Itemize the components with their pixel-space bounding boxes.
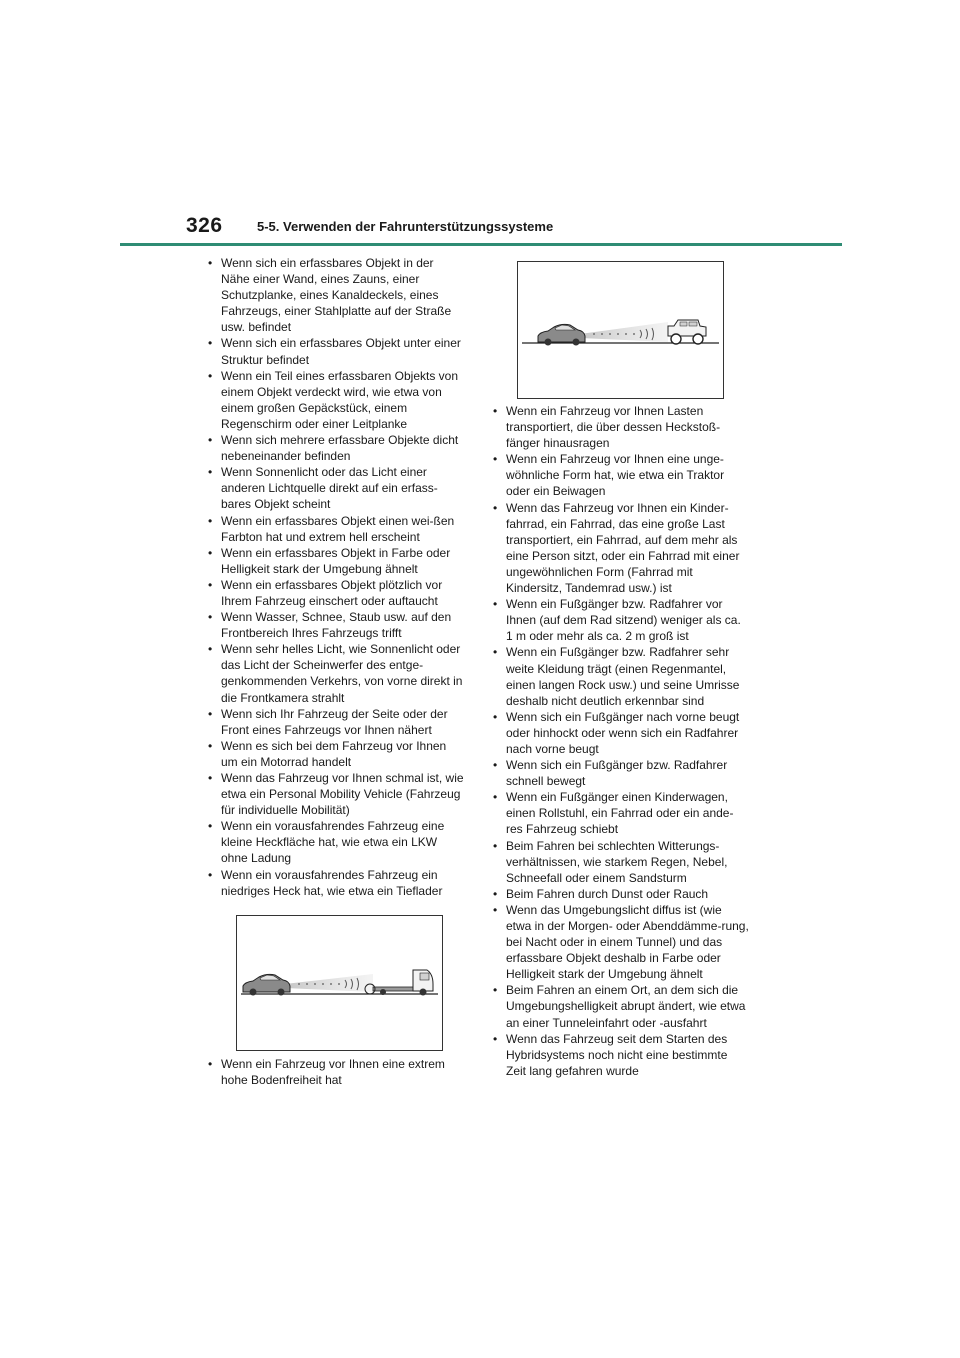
- list-item: • Wenn sehr helles Licht, wie Sonnenlicht oder das Licht der Scheinwerfer des entge-genkommenden Verkehrs, von vorne direkt in die Frontkamera strahlt: [206, 641, 464, 705]
- list-item: • Wenn das Umgebungslicht diffus ist (wie etwa in der Morgen- oder Abenddämme-rung, bei Nacht oder in einem Tunnel) und das erfassbare Objekt deshalb in Farbe oder Helligkeit stark der Umgebung ähnelt: [491, 902, 749, 982]
- list-item: • Wenn das Fahrzeug vor Ihnen ein Kinder-fahrrad, ein Fahrrad, das eine große Last transportiert, ein Fahrrad, auf dem mehr als eine Person sitzt, oder ein Fahrrad mit einer ungewöhnlichen Form (Fahrrad mit Kindersitz, Tandemrad usw.) ist: [491, 500, 749, 597]
- right-column: [491, 403, 749, 1079]
- left-column: [206, 255, 464, 899]
- illustration-car-low-loader: [236, 915, 443, 1051]
- car-high-clearance-drawing: [518, 262, 723, 398]
- list-item: • Wenn es sich bei dem Fahrzeug vor Ihnen um ein Motorrad handelt: [206, 738, 464, 770]
- list-item: • Wenn ein erfassbares Objekt plötzlich vor Ihrem Fahrzeug einschert oder auftaucht: [206, 577, 464, 609]
- list-item: • Wenn sich Ihr Fahrzeug der Seite oder der Front eines Fahrzeugs vor Ihnen nähert: [206, 706, 464, 738]
- list-item: • Wenn ein erfassbares Objekt in Farbe oder Helligkeit stark der Umgebung ähnelt: [206, 545, 464, 577]
- page-number: 326: [186, 214, 223, 237]
- car-low-loader-drawing: [237, 916, 442, 1050]
- own-car-icon: [538, 324, 585, 345]
- list-item: • Wenn ein Fahrzeug vor Ihnen Lasten transportiert, die über dessen Heckstoß-fänger hinausragen: [491, 403, 749, 451]
- list-item: • Wenn sich ein erfassbares Objekt unter einer Struktur befindet: [206, 335, 464, 367]
- list-item: • Wenn Wasser, Schnee, Staub usw. auf den Frontbereich Ihres Fahrzeugs trifft: [206, 609, 464, 641]
- left-column-after-figure: [206, 1056, 464, 1088]
- list-item: • Wenn ein Fahrzeug vor Ihnen eine extrem hohe Bodenfreiheit hat: [206, 1056, 464, 1088]
- list-item: • Beim Fahren an einem Ort, an dem sich die Umgebungshelligkeit abrupt ändert, wie etwa an einer Tunneleinfahrt oder -ausfahrt: [491, 982, 749, 1030]
- list-item: • Wenn ein Fußgänger bzw. Radfahrer vor Ihnen (auf dem Rad sitzend) weniger als ca. 1 m oder mehr als ca. 2 m groß ist: [491, 596, 749, 644]
- header-rule: [120, 243, 842, 246]
- list-item: • Wenn ein erfassbares Objekt einen wei-ßen Farbton hat und extrem hell erscheint: [206, 513, 464, 545]
- list-item: • Beim Fahren durch Dunst oder Rauch: [491, 886, 749, 902]
- list-item: • Wenn ein Fahrzeug vor Ihnen eine unge-wöhnliche Form hat, wie etwa ein Traktor oder ein Beiwagen: [491, 451, 749, 499]
- list-item: • Wenn ein vorausfahrendes Fahrzeug eine kleine Heckfläche hat, wie etwa ein LKW ohne Ladung: [206, 818, 464, 866]
- own-car-icon: [243, 974, 290, 995]
- low-loader-truck-icon: [365, 970, 433, 996]
- list-item: • Wenn sich mehrere erfassbare Objekte dicht nebeneinander befinden: [206, 432, 464, 464]
- list-item: • Wenn sich ein Fußgänger bzw. Radfahrer schnell bewegt: [491, 757, 749, 789]
- sensor-beam-icon: [285, 974, 373, 992]
- list-item: • Wenn ein Fußgänger bzw. Radfahrer sehr weite Kleidung trägt (einen Regenmantel, einen langen Rock usw.) und seine Umrisse deshalb nicht deutlich erkennbar sind: [491, 644, 749, 708]
- list-item: • Beim Fahren bei schlechten Witterungs-verhältnissen, wie starkem Regen, Nebel, Schneefall oder einem Sandsturm: [491, 838, 749, 886]
- left-bullet-list-after: [206, 1056, 464, 1088]
- list-item: • Wenn sich ein erfassbares Objekt in der Nähe einer Wand, eines Zauns, einer Schutzplanke, eines Kanaldeckels, eines Fahrzeugs, einer Stahlplatte auf der Straße usw. befindet: [206, 255, 464, 335]
- left-bullet-list: [206, 255, 464, 899]
- section-title: 5-5. Verwenden der Fahrunterstützungssysteme: [257, 219, 554, 234]
- list-item: • Wenn sich ein Fußgänger nach vorne beugt oder hinhockt oder wenn sich ein Radfahrer nach vorne beugt: [491, 709, 749, 757]
- high-clearance-vehicle-icon: [668, 320, 706, 344]
- list-item: • Wenn ein vorausfahrendes Fahrzeug ein niedriges Heck hat, wie etwa ein Tieflader: [206, 867, 464, 899]
- right-bullet-list: [491, 403, 749, 1079]
- list-item: • Wenn Sonnenlicht oder das Licht einer anderen Lichtquelle direkt auf ein erfass-bares Objekt scheint: [206, 464, 464, 512]
- list-item: • Wenn das Fahrzeug vor Ihnen schmal ist, wie etwa ein Personal Mobility Vehicle (Fahrzeug für individuelle Mobilität): [206, 770, 464, 818]
- list-item: • Wenn ein Fußgänger einen Kinderwagen, einen Rollstuhl, ein Fahrrad oder ein ande-res Fahrzeug schiebt: [491, 789, 749, 837]
- list-item: • Wenn das Fahrzeug seit dem Starten des Hybridsystems noch nicht eine bestimmte Zeit lang gefahren wurde: [491, 1031, 749, 1079]
- list-item: • Wenn ein Teil eines erfassbaren Objekts von einem Objekt verdeckt wird, wie etwa von einem großen Gepäckstück, einem Regenschirm oder einer Leitplanke: [206, 368, 464, 432]
- illustration-car-high-clearance: [517, 261, 724, 399]
- sensor-beam-icon: [580, 322, 668, 342]
